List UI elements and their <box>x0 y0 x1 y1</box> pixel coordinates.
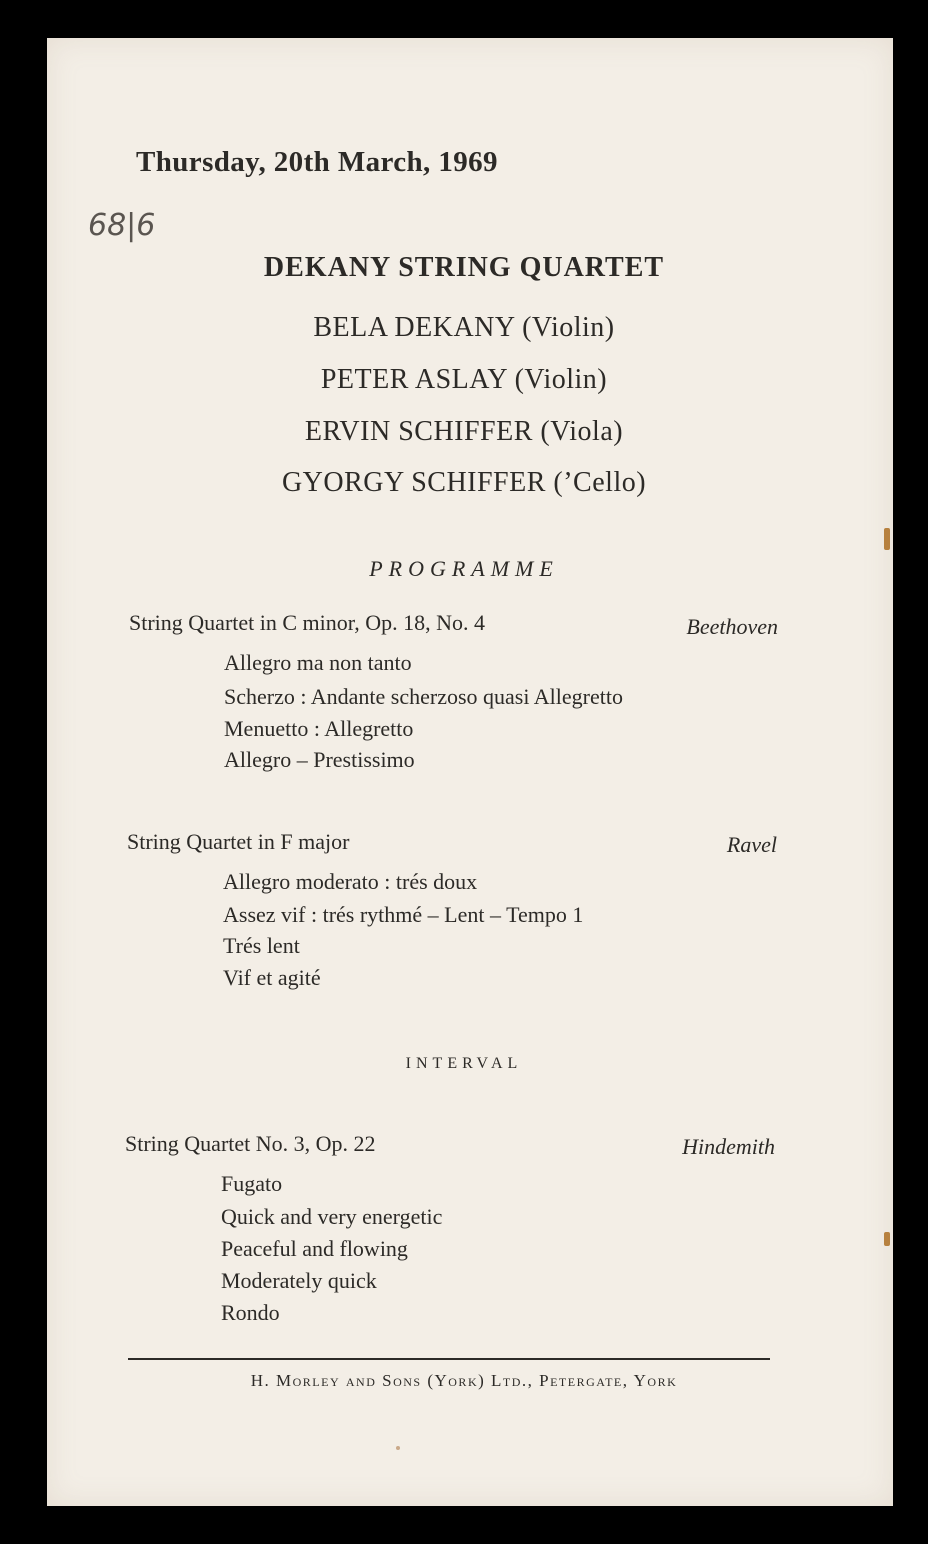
footer-rule <box>128 1358 770 1360</box>
work-2-composer: Ravel <box>726 832 777 857</box>
interval-label: INTERVAL <box>405 1055 523 1072</box>
work-1-title: String Quartet in C minor, Op. 18, No. 4 <box>129 610 485 635</box>
work-2-movement-2: Assez vif : trés rythmé – Lent – Tempo 1 <box>223 902 584 927</box>
work-1-movement-4: Allegro – Prestissimo <box>224 747 415 772</box>
work-3-composer: Hindemith <box>682 1134 775 1159</box>
work-3-movement-1: Fugato <box>221 1171 283 1196</box>
concert-date: Thursday, 20th March, 1969 <box>136 146 498 178</box>
work-2-title: String Quartet in F major <box>127 829 350 854</box>
member-3: ERVIN SCHIFFER (Viola) <box>304 416 624 447</box>
work-3-title: String Quartet No. 3, Op. 22 <box>125 1131 376 1156</box>
printer-credit: H. Morley and Sons (York) Ltd., Petergate, York <box>250 1371 678 1390</box>
programme-heading: PROGRAMME <box>369 556 559 581</box>
paper-speck <box>396 1446 400 1450</box>
paper-edge-stain <box>884 528 890 550</box>
work-1-movement-1: Allegro ma non tanto <box>224 650 412 675</box>
member-2: PETER ASLAY (Violin) <box>320 364 608 395</box>
work-2-movement-1: Allegro moderato : trés doux <box>223 869 478 894</box>
work-3-movement-4: Moderately quick <box>221 1268 377 1293</box>
work-1-composer: Beethoven <box>686 614 778 639</box>
work-2-movement-3: Trés lent <box>223 933 300 958</box>
work-3-movement-3: Peaceful and flowing <box>221 1236 408 1261</box>
handwritten-note: 68|6 <box>88 208 156 243</box>
work-1-movement-3: Menuetto : Allegretto <box>224 716 414 741</box>
member-4: GYORGY SCHIFFER (’Cello) <box>281 467 647 498</box>
work-2-movement-4: Vif et agité <box>223 965 321 990</box>
work-3-movement-2: Quick and very energetic <box>221 1204 443 1229</box>
ensemble-title: DEKANY STRING QUARTET <box>263 252 665 283</box>
work-1-movement-2: Scherzo : Andante scherzoso quasi Allegretto <box>224 684 623 709</box>
work-3-movement-5: Rondo <box>221 1300 280 1325</box>
paper-edge-stain <box>884 1232 890 1246</box>
member-1: BELA DEKANY (Violin) <box>313 312 615 343</box>
